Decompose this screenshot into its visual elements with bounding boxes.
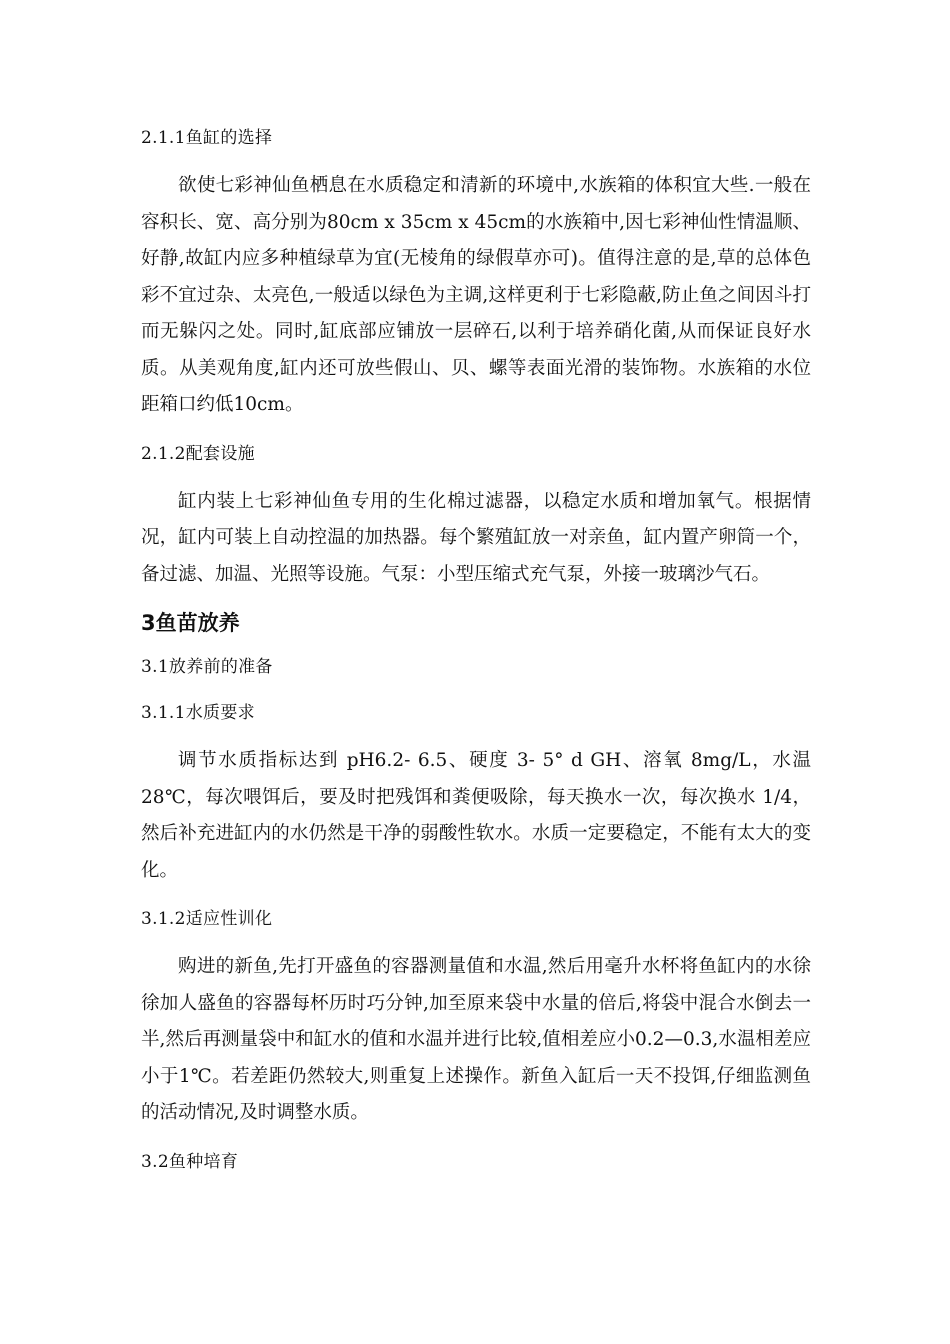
paragraph-acclimation: 购进的新鱼,先打开盛鱼的容器测量值和水温,然后用毫升水杯将鱼缸内的水徐徐加人盛鱼的容器每杯历时巧分钟,加至原来袋中水量的倍后,将袋中混合水倒去一半,然后再测量袋中和缸水的值和水温并进行比较,值相差应小0.2—0.3,水温相差应小于1℃。若差距仍然较大,则重复上述操作。新鱼入缸后一天不投饵,仔细监测鱼的活动情况,及时调整水质。 — [141, 956, 811, 1123]
section-heading-2-1-1: 2.1.1鱼缸的选择 — [141, 128, 273, 148]
paragraph-tank-selection: 欲使七彩神仙鱼栖息在水质稳定和清新的环境中,水族箱的体积宜大些.一般在容积长、宽、高分别为80cm x 35cm x 45cm的水族箱中,因七彩神仙性情温顺、好静,故缸内应多种植绿草为宜(无棱角的绿假草亦可)。值得注意的是,草的总体色彩不宜过杂、太亮色,一般适以绿色为主调,这样更利于七彩隐蔽,防止鱼之间因斗打而无躲闪之处。同时,缸底部应铺放一层碎石,以利于培养硝化菌,从而保证良好水质。从美观角度,缸内还可放些假山、贝、螺等表面光滑的装饰物。水族箱的水位距箱口约低10cm。 — [141, 175, 811, 415]
section-heading-2-1-2: 2.1.2配套设施 — [141, 443, 255, 464]
chapter-heading-3: 3鱼苗放养 — [141, 611, 240, 635]
section-heading-3-1: 3.1放养前的准备 — [141, 657, 273, 677]
section-heading-3-1-2: 3.1.2适应性训化 — [141, 909, 273, 929]
section-heading-3-1-1: 3.1.1水质要求 — [141, 703, 255, 723]
document-page — [141, 122, 811, 1192]
paragraph-equipment: 缸内装上七彩神仙鱼专用的生化棉过滤器，以稳定水质和增加氧气。根据情况，缸内可装上自动控温的加热器。每个繁殖缸放一对亲鱼，缸内置产卵筒一个，备过滤、加温、光照等设施。气泵：小型压缩式充气泵，外接一玻璃沙气石。 — [141, 490, 811, 585]
section-heading-3-2: 3.2鱼种培育 — [141, 1151, 239, 1172]
paragraph-water-quality: 调节水质指标达到 pH6.2- 6.5、硬度 3- 5° d GH、溶氧 8mg/L，水温28℃，每次喂饵后，要及时把残饵和粪便吸除，每天换水一次，每次换水 1/4，然后补充进缸内的水仍然是干净的弱酸性软水。水质一定要稳定，不能有太大的变化。 — [141, 750, 811, 881]
